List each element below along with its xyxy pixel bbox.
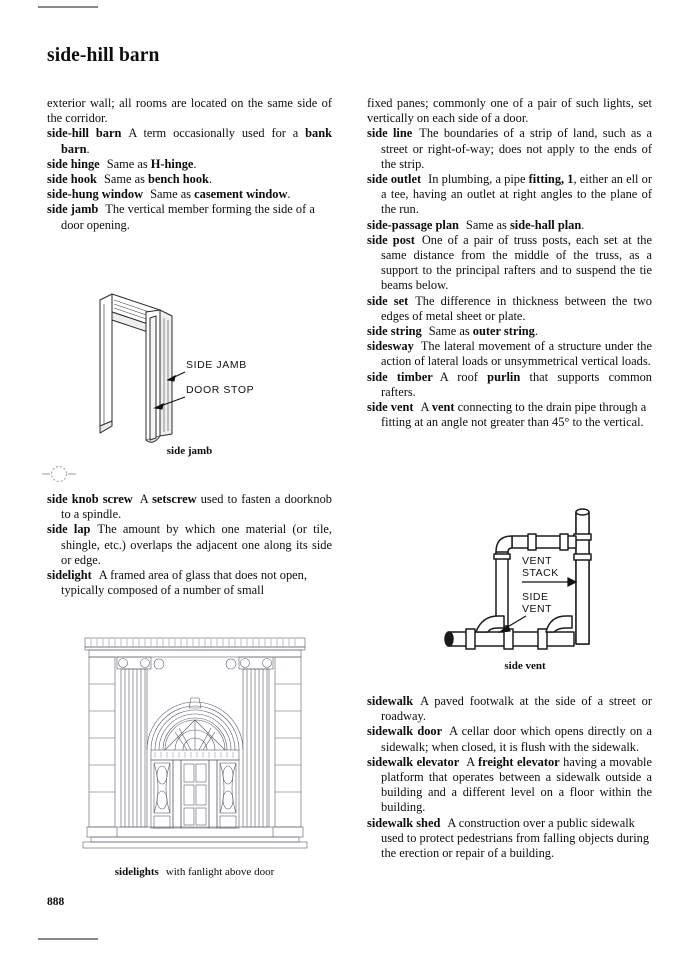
figure-caption-term: sidelights [114,866,159,878]
cross-reference[interactable]: vent [431,400,455,415]
entry-side-hook [47,172,332,187]
side-jamb-illustration [90,288,290,443]
entry-definition-tail: . [287,187,291,202]
cross-reference[interactable]: setscrew [152,492,197,506]
cross-reference[interactable]: fitting, 1 [528,172,574,187]
entry-term: side string [367,324,422,339]
entry-side-knob-screw [47,492,332,522]
entry-term: side line [367,126,413,141]
entry-definition: Same as [428,324,473,339]
entry-definition: The lateral movement of a structure under the action of lateral loads or unsymmetrical vertical loads. [381,339,652,369]
crop-mark-bottom [38,938,98,940]
entry-term: sidewalk elevator [367,754,460,769]
entry-term: side post [367,232,415,247]
entry-side-timber [367,370,652,400]
entry-term: side knob screw [47,492,133,506]
entry-definition: A construction over a public sidewalk used to protect pedestrians from falling objects during the erection or repair of a building. [381,815,650,861]
cross-reference[interactable]: bank barn [61,126,332,156]
entry-definition: A paved footwalk at the side of a street or roadway. [381,694,652,724]
entry-term: side timber [367,369,433,384]
entry-side-hung-window [47,187,332,202]
entry-definition: A cellar door which opens directly on a sidewalk; when closed, it is flush with the sidewalk. [381,724,652,754]
entry-definition: Same as [106,156,151,171]
entry-sidewalk-elevator [367,755,652,816]
label-side-jamb: SIDE JAMB [185,359,247,371]
cross-reference[interactable]: purlin [487,369,521,384]
entry-side-post [367,233,652,294]
entry-side-outlet [367,172,652,218]
label-door-stop: DOOR STOP [185,384,254,396]
entry-term: side set [367,293,409,308]
figure-side-vent [425,498,625,673]
entry-definition-tail: that supports common rafters. [381,369,652,399]
cross-reference[interactable]: H-hinge [150,156,194,171]
entry-definition: The difference in thickness between the two edges of metal sheet or plate. [381,293,652,323]
entry-definition: The amount by which one material (or tile, shingle, etc.) overlaps the adjacent one along its side or edge. [61,522,332,567]
label-side-vent-line2: VENT [521,603,552,615]
entry-definition-tail: . [208,172,213,187]
entry-definition: A [466,754,478,769]
figure-caption-term: side jamb [166,445,213,457]
entry-term: sidewalk shed [367,815,441,830]
entry-term: side vent [367,400,414,415]
label-side-vent-line1: SIDE [521,591,549,603]
left-column [47,96,332,233]
entry-definition-tail: used to fasten a doorknob to a spindle. [61,492,332,522]
entry-side-hinge [47,157,332,172]
entry-definition: The boundaries of a strip of land, such as a street or right-of-way; does not apply to the ends of the strip. [381,126,652,171]
figure-caption [425,660,625,673]
entry-term: sidewalk [367,694,414,708]
entry-definition: A framed area of glass that does not open, typically composed of a number of small [61,568,307,598]
label-vent-stack-line2: STACK [521,567,559,579]
entry-side-vent [367,400,652,430]
entry-definition-tail: . [193,156,197,171]
crop-mark-top [38,6,98,8]
entry-definition-tail: connecting to the drain pipe through a fitting at an angle not greater than 45° to the vertical. [381,400,647,430]
entry-sidewalk-door [367,724,652,754]
entry-side-hill-barn [47,126,332,156]
entry-definition: A roof [439,369,488,384]
cross-reference[interactable]: freight elevator [478,754,560,769]
entry-definition-tail: . [86,141,90,156]
entry-term: sidesway [367,339,414,354]
entry-definition: Same as [103,172,148,187]
side-vent-illustration [438,498,613,658]
entry-definition: In plumbing, a pipe [428,172,529,187]
entry-continuation [367,96,652,126]
registration-mark [42,463,76,485]
entry-side-passage-plan [367,218,652,233]
entry-definition-tail: . [581,217,585,232]
entry-term: sidewalk door [367,724,443,739]
right-column [367,96,652,430]
entry-definition-tail: . [534,324,538,339]
entry-side-lap [47,522,332,568]
entry-term: side-passage plan [367,217,459,232]
entry-side-string [367,324,652,339]
figure-caption-term: side vent [504,660,546,672]
entry-definition: One of a pair of truss posts, each set at the same distance from the middle of the truss, as a support to the principal rafters and to suspend the tie beams below. [381,232,653,293]
entry-side-jamb [47,202,332,232]
entry-definition: Same as [150,187,195,202]
entry-side-set [367,294,652,324]
sidelights-illustration [79,632,311,864]
entry-term: side hinge [47,156,100,171]
entry-definition-tail: having a movable platform that operates between a sidewalk outside a building and a different level on a floor within the building. [381,754,652,815]
entry-term: side hook [47,172,97,187]
page-title: side-hill barn [47,45,160,66]
cross-reference[interactable]: side-hall plan [509,217,582,232]
figure-caption-text: with fanlight above door [165,866,275,878]
figure-side-jamb [47,288,332,458]
left-column-lower [47,492,332,598]
entry-term: side-hill barn [47,126,122,141]
entry-continuation [47,96,332,126]
label-vent-stack-line1: VENT [521,555,552,567]
entry-sidewalk [367,694,652,724]
figure-caption [47,445,332,458]
entry-definition: A [420,400,432,415]
right-column-lower [367,694,652,861]
entry-definition: A [139,492,153,506]
entry-sidelight [47,568,332,598]
entry-definition: Same as [465,217,510,232]
entry-definition: A term occasionally used for a [128,126,306,141]
entry-sidewalk-shed [367,816,652,862]
entry-sidesway [367,339,652,369]
figure-sidelights [62,632,327,879]
cross-reference[interactable]: casement window [194,187,288,202]
entry-side-line [367,126,652,172]
entry-term: side-hung window [47,187,144,202]
cross-reference[interactable]: bench hook [147,172,209,187]
cross-reference[interactable]: outer string [472,324,535,339]
page-number: 888 [47,896,65,908]
entry-term: sidelight [47,568,92,583]
entry-text: exterior wall; all rooms are located on the same side of the corridor. [47,96,332,126]
entry-term: side jamb [47,202,99,217]
entry-definition-tail: , either an ell or a tee, having an outlet at right angles to the plane of the run. [381,172,652,217]
figure-caption [62,866,327,879]
entry-definition: The vertical member forming the side of a door opening. [61,202,315,232]
entry-term: side outlet [367,172,422,187]
entry-term: side lap [47,522,91,537]
entry-text: fixed panes; commonly one of a pair of such lights, set vertically on each side of a door. [367,96,652,126]
